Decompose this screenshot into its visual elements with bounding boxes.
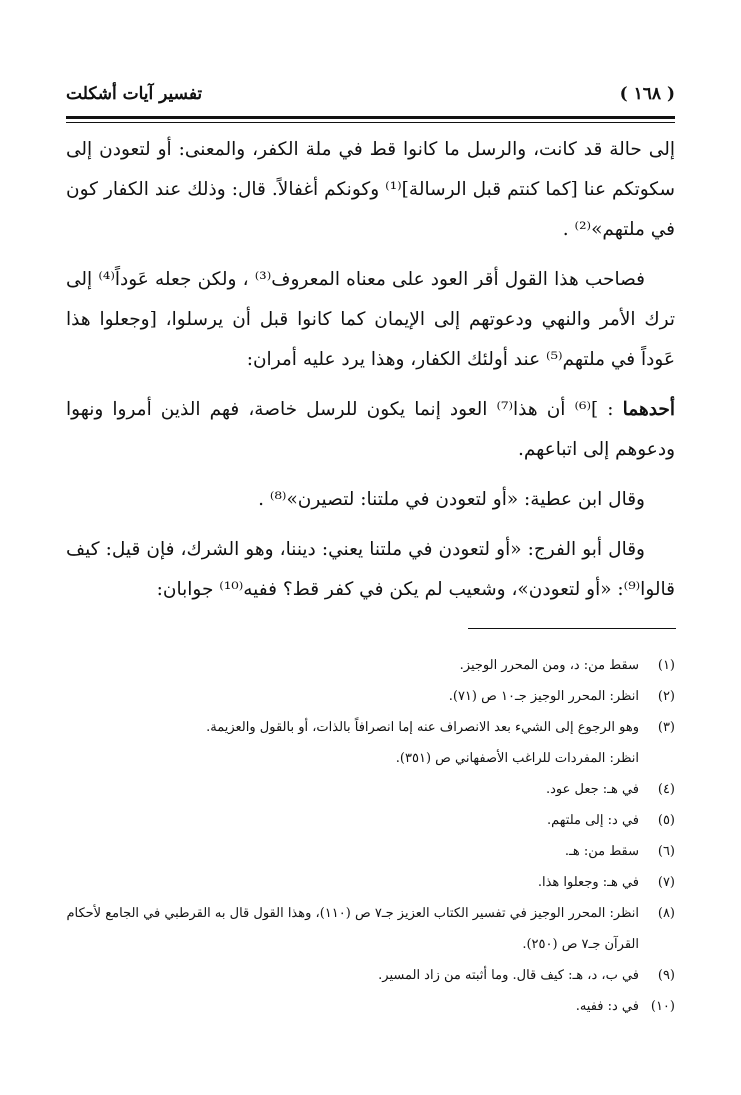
footnote-text: في د: إلى ملتهم. [547,813,639,828]
footnote-continuation [66,743,675,774]
footnote-text: سقط من: هـ. [564,844,639,859]
footnote-text: انظر: المفردات للراغب الأصفهاني ص (٣٥١). [395,751,639,766]
page-header [66,80,675,110]
footnote-text: انظر: المحرر الوجيز جـ١٠ ص (٧١). [448,689,639,704]
footnote-text: انظر: المحرر الوجيز في تفسير الكتاب العزيز جـ٧ ص (١١٠)، وهذا القول قال به القرطبي في الجامع لأحكام القرآن جـ٧ ص (٢٥٠). [66,906,639,952]
paragraph-3-text: : ]⁽⁶⁾ أن هذا⁽⁷⁾ العود إنما يكون للرسل خاصة، فهم الذين أمروا ونهوا ودعوهم إلى اتباعهم. [66,399,675,460]
footnote [66,712,675,743]
page-number: ( ١٦٨ ) [619,84,675,104]
paragraph-2: فصاحب هذا القول أقر العود على معناه المعروف⁽³⁾ ، ولكن جعله عَوداً⁽⁴⁾ إلى ترك الأمر والنهي ودعوتهم إلى الإيمان كما كانوا قبل أن يرسلوا، [وجعلوا هذا عَوداً في ملتهم⁽⁵⁾ عند أولئك الكفار، وهذا يرد عليه أمران: [66,269,675,370]
footnote-number: (٧) [657,875,675,890]
footnote-text: سقط من: د، ومن المحرر الوجيز. [459,658,639,673]
footnote-text: في هـ: جعل عود. [545,782,639,797]
header-rule-thick [66,116,675,119]
paragraph-5: وقال أبو الفرج: «أو لتعودن في ملتنا يعني: ديننا، وهو الشرك، فإن قيل: كيف قالوا⁽⁹⁾: «أو لتعودن»، وشعيب لم يكن في كفر قط؟ ففيه⁽¹⁰⁾ جوابان: [66,539,675,600]
running-title: تفسير آيات أشكلت [66,84,203,104]
footnote-number: (٨) [657,906,675,921]
footnotes [66,650,675,1022]
footnote [66,681,675,712]
footnote [66,774,675,805]
footnote-number: (٢) [657,689,675,704]
footnote [66,991,675,1022]
footnote-text: في هـ: وجعلوا هذا. [537,875,639,890]
paragraph-1: إلى حالة قد كانت، والرسل ما كانوا قط في ملة الكفر، والمعنى: أو لتعودن إلى سكوتكم عنا [كما كنتم قبل الرسالة]⁽¹⁾ وكونكم أغفالاً. قال: وذلك عند الكفار كون في ملتهم»⁽²⁾ . [66,139,675,240]
footnote [66,805,675,836]
footnote-number: (١) [657,658,675,673]
footnote-text: في د: ففيه. [575,999,639,1014]
footnote-text: في ب، د، هـ: كيف قال. وما أثبته من زاد المسير. [378,968,639,983]
header-rule-thin [66,122,675,123]
footnote [66,898,675,960]
footnote-number: (٥) [657,813,675,828]
main-text [66,130,675,620]
first-point-label: أحدهما [622,399,675,420]
footnote [66,836,675,867]
footnote-number: (٣) [657,720,675,735]
footnote [66,650,675,681]
paragraph-3 [66,390,675,470]
footnote-number: (٩) [657,968,675,983]
footnote-number: (٤) [657,782,675,797]
footnote-number: (٦) [657,844,675,859]
paragraph-4: وقال ابن عطية: «أو لتعودن في ملتنا: لتصيرن»⁽⁸⁾ . [258,489,645,510]
footnote [66,960,675,991]
footnote-number: (١٠) [650,999,675,1014]
footnote-text: وهو الرجوع إلى الشيء بعد الانصراف عنه إما انصرافاً بالذات، أو بالقول والعزيمة. [206,720,639,735]
footnote [66,867,675,898]
footnote-separator [468,628,676,629]
